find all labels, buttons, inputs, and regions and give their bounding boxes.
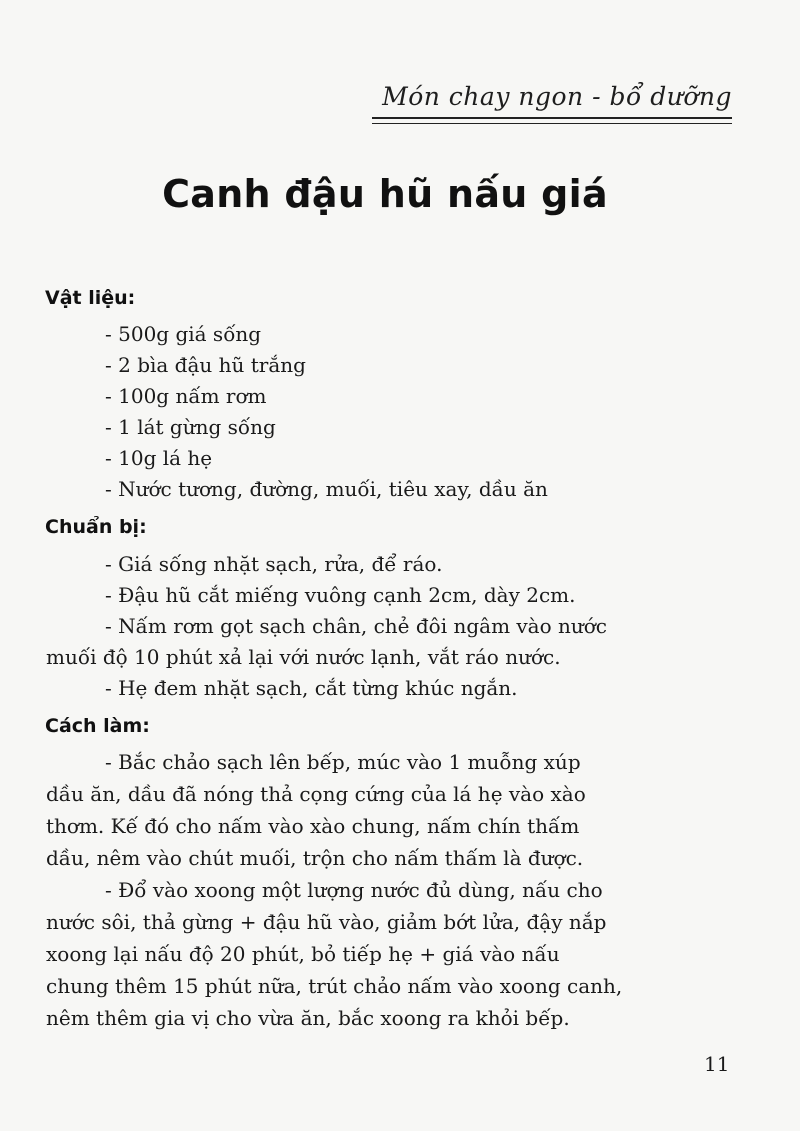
material-item: - 10g lá hẹ bbox=[105, 446, 213, 470]
recipe-title: Canh đậu hũ nấu giá bbox=[162, 172, 608, 216]
preparation-line: - Nấm rơm gọt sạch chân, chẻ đôi ngâm vào nước bbox=[105, 614, 608, 638]
material-item: - Nước tương, đường, muối, tiêu xay, dầu ăn bbox=[105, 477, 548, 501]
running-header: Món chay ngon - bổ dưỡng bbox=[382, 82, 732, 111]
material-item: - 1 lát gừng sống bbox=[105, 415, 276, 439]
preparation-line: - Đậu hũ cắt miếng vuông cạnh 2cm, dày 2cm. bbox=[105, 583, 576, 607]
materials-heading: Vật liệu: bbox=[45, 287, 136, 309]
method-line: nước sôi, thả gừng + đậu hũ vào, giảm bớt lửa, đậy nắp bbox=[46, 910, 607, 934]
header-rule-thick bbox=[372, 117, 732, 119]
method-line: dầu ăn, dầu đã nóng thả cọng cứng của lá hẹ vào xào bbox=[46, 782, 586, 806]
preparation-heading: Chuẩn bị: bbox=[45, 516, 147, 538]
method-line: dầu, nêm vào chút muối, trộn cho nấm thấm là được. bbox=[46, 846, 584, 870]
preparation-line: muối độ 10 phút xả lại với nước lạnh, vắt ráo nước. bbox=[46, 645, 561, 669]
material-item: - 500g giá sống bbox=[105, 322, 262, 346]
header-rule-thin bbox=[372, 123, 732, 124]
method-line: nêm thêm gia vị cho vừa ăn, bắc xoong ra khỏi bếp. bbox=[46, 1006, 570, 1030]
preparation-line: - Giá sống nhặt sạch, rửa, để ráo. bbox=[105, 552, 443, 576]
material-item: - 100g nấm rơm bbox=[105, 384, 267, 408]
page-number: 11 bbox=[704, 1052, 730, 1076]
material-item: - 2 bìa đậu hũ trắng bbox=[105, 353, 306, 377]
method-line: - Bắc chảo sạch lên bếp, múc vào 1 muỗng xúp bbox=[105, 750, 581, 774]
method-heading: Cách làm: bbox=[45, 715, 150, 737]
method-line: thơm. Kế đó cho nấm vào xào chung, nấm chín thấm bbox=[46, 814, 580, 838]
method-line: xoong lại nấu độ 20 phút, bỏ tiếp hẹ + giá vào nấu bbox=[46, 942, 560, 966]
method-line: - Đổ vào xoong một lượng nước đủ dùng, nấu cho bbox=[105, 878, 603, 902]
preparation-line: - Hẹ đem nhặt sạch, cắt từng khúc ngắn. bbox=[105, 676, 518, 700]
method-line: chung thêm 15 phút nữa, trút chảo nấm vào xoong canh, bbox=[46, 974, 623, 998]
